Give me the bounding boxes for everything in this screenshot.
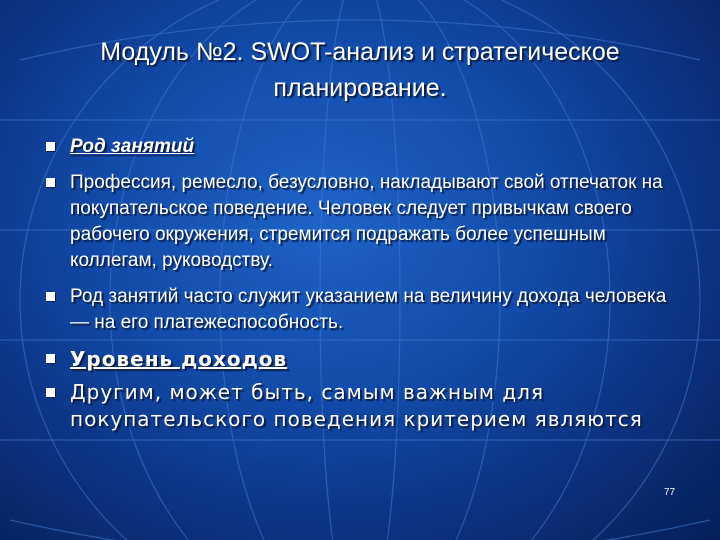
slide-title <box>40 34 680 106</box>
bullet-square-icon <box>46 178 55 187</box>
list-item <box>40 170 680 274</box>
bullet-heading-income: Уровень доходов <box>70 347 288 371</box>
slide-title-line2: планирование. <box>273 74 447 102</box>
bullet-square-icon <box>46 354 55 363</box>
bullet-text: Род занятий часто служит указанием на величину дохода человека — на его платежеспособность. <box>70 286 667 333</box>
list-item <box>40 134 680 160</box>
bullet-text: Другим, может быть, самым важным для покупательского поведения критерием являются <box>70 380 643 431</box>
bullet-text: Профессия, ремесло, безусловно, накладывают свой отпечаток на покупательское поведение. Человек следует привычкам своего рабочего окружения, стремится подражать более успешным коллегам, руководству. <box>70 172 663 271</box>
list-item <box>40 379 680 433</box>
bullet-square-icon <box>46 292 55 301</box>
bullet-square-icon <box>46 142 55 151</box>
bullet-heading-occupation: Род занятий <box>70 136 195 157</box>
list-item <box>40 346 680 373</box>
bullet-square-icon <box>46 388 55 397</box>
bullet-list <box>40 134 680 433</box>
page-number: 77 <box>664 487 676 498</box>
slide-title-line1: Модуль №2. SWOT-анализ и стратегическое <box>100 38 620 66</box>
list-item <box>40 284 680 336</box>
